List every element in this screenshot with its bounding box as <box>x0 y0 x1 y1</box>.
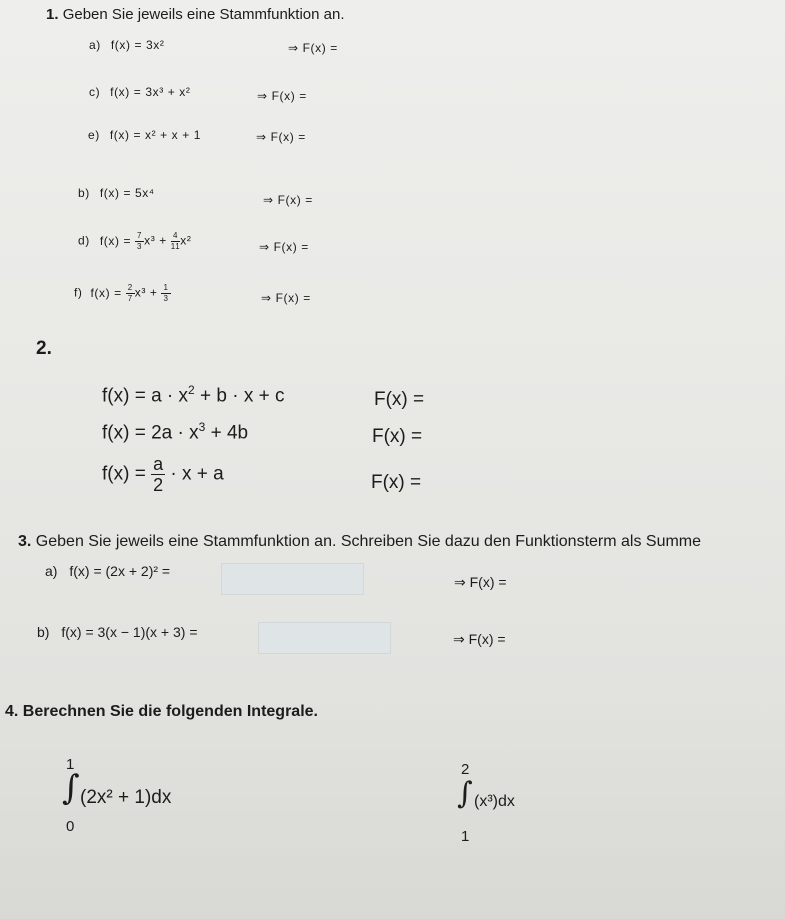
numerator: 2 <box>127 283 133 292</box>
fraction <box>161 284 170 303</box>
label: c) <box>89 85 101 99</box>
task2-row2-F: F(x) = <box>372 426 423 447</box>
expression-prefix: f(x) = <box>99 233 132 248</box>
task1-heading <box>46 6 345 23</box>
fraction <box>171 232 181 251</box>
denominator: 7 <box>127 294 133 303</box>
expression: f(x) = (2x + 2)² = <box>69 563 171 579</box>
exponent: 3 <box>198 420 206 434</box>
answer-box-3b[interactable] <box>258 622 391 654</box>
task1-d-result: ⇒ F(x) = <box>259 240 309 254</box>
task4-heading <box>5 703 318 721</box>
denominator: 3 <box>163 294 169 303</box>
function: f(x) = a · x <box>102 385 189 407</box>
lower-limit: 0 <box>66 818 75 835</box>
upper-limit: 2 <box>461 761 470 778</box>
task3-b <box>37 624 198 640</box>
integral-sign-icon: ∫ <box>457 776 473 811</box>
exponent: 2 <box>188 383 195 397</box>
task3-heading-text: Geben Sie jeweils eine Stammfunktion an. Schreiben Sie dazu den Funktionsterm als Summe <box>35 533 702 550</box>
function-rest: + b · x + c <box>194 385 285 407</box>
task2-row3 <box>102 455 224 494</box>
integrand: (2x² + 1)dx <box>80 787 172 808</box>
task3-a <box>45 563 170 579</box>
expression-prefix: f(x) = <box>90 285 122 300</box>
denominator: 2 <box>153 475 164 495</box>
function-prefix: f(x) = <box>102 463 146 485</box>
term: x³ + <box>134 285 158 300</box>
task3-number: 3. <box>18 533 32 550</box>
task1-b <box>78 186 155 200</box>
task1-a <box>89 38 164 52</box>
task3-heading <box>18 533 701 551</box>
label: b) <box>78 186 90 200</box>
term: x² <box>180 233 192 248</box>
task3-b-result: ⇒ F(x) = <box>453 631 506 647</box>
fraction <box>135 232 144 251</box>
task1-a-result: ⇒ F(x) = <box>288 41 338 55</box>
integral-sign-icon: ∫ <box>62 768 80 808</box>
function: f(x) = 2a · x <box>102 422 199 444</box>
numerator: a <box>153 454 164 474</box>
expression: f(x) = 3x² <box>110 38 165 52</box>
label: d) <box>78 233 90 248</box>
task1-e <box>88 128 201 142</box>
term: x³ + <box>144 233 167 248</box>
task1-heading-text: Geben Sie jeweils eine Stammfunktion an. <box>62 6 345 23</box>
label: a) <box>45 563 58 579</box>
task1-e-result: ⇒ F(x) = <box>256 130 306 144</box>
denominator: 3 <box>137 242 143 251</box>
fraction <box>151 455 165 494</box>
numerator: 7 <box>137 231 143 240</box>
label: f) <box>74 285 83 300</box>
expression: f(x) = 5x⁴ <box>99 186 155 200</box>
function-rest: · x + a <box>170 463 224 485</box>
function-rest: + 4b <box>205 422 249 444</box>
task4-number: 4. <box>5 703 19 720</box>
expression: f(x) = 3x³ + x² <box>110 85 191 99</box>
task2-row2 <box>102 420 248 444</box>
task1-f-result: ⇒ F(x) = <box>261 291 311 305</box>
fraction <box>126 284 135 303</box>
label: a) <box>89 38 101 52</box>
task3-a-result: ⇒ F(x) = <box>454 574 507 590</box>
label: e) <box>88 128 100 142</box>
task2-row3-F: F(x) = <box>371 472 422 493</box>
integrand: (x³)dx <box>474 793 515 810</box>
task1-d <box>78 232 192 251</box>
task1-number: 1. <box>46 6 59 23</box>
task1-f <box>74 284 171 303</box>
label: b) <box>37 624 50 640</box>
task2-heading: 2. <box>36 338 52 359</box>
task2-row1-F: F(x) = <box>374 389 425 410</box>
expression: f(x) = x² + x + 1 <box>109 128 202 142</box>
task4-heading-text: Berechnen Sie die folgenden Integrale. <box>22 703 318 720</box>
task2-row1 <box>102 383 285 407</box>
numerator: 4 <box>171 232 181 242</box>
task1-b-result: ⇒ F(x) = <box>263 193 313 207</box>
upper-limit: 1 <box>66 756 75 773</box>
numerator: 1 <box>163 283 169 292</box>
lower-limit: 1 <box>461 828 470 845</box>
expression: f(x) = 3(x − 1)(x + 3) = <box>61 624 198 640</box>
task1-c <box>89 85 190 99</box>
answer-box-3a[interactable] <box>221 563 364 595</box>
task1-c-result: ⇒ F(x) = <box>257 89 307 103</box>
denominator: 11 <box>170 242 181 251</box>
